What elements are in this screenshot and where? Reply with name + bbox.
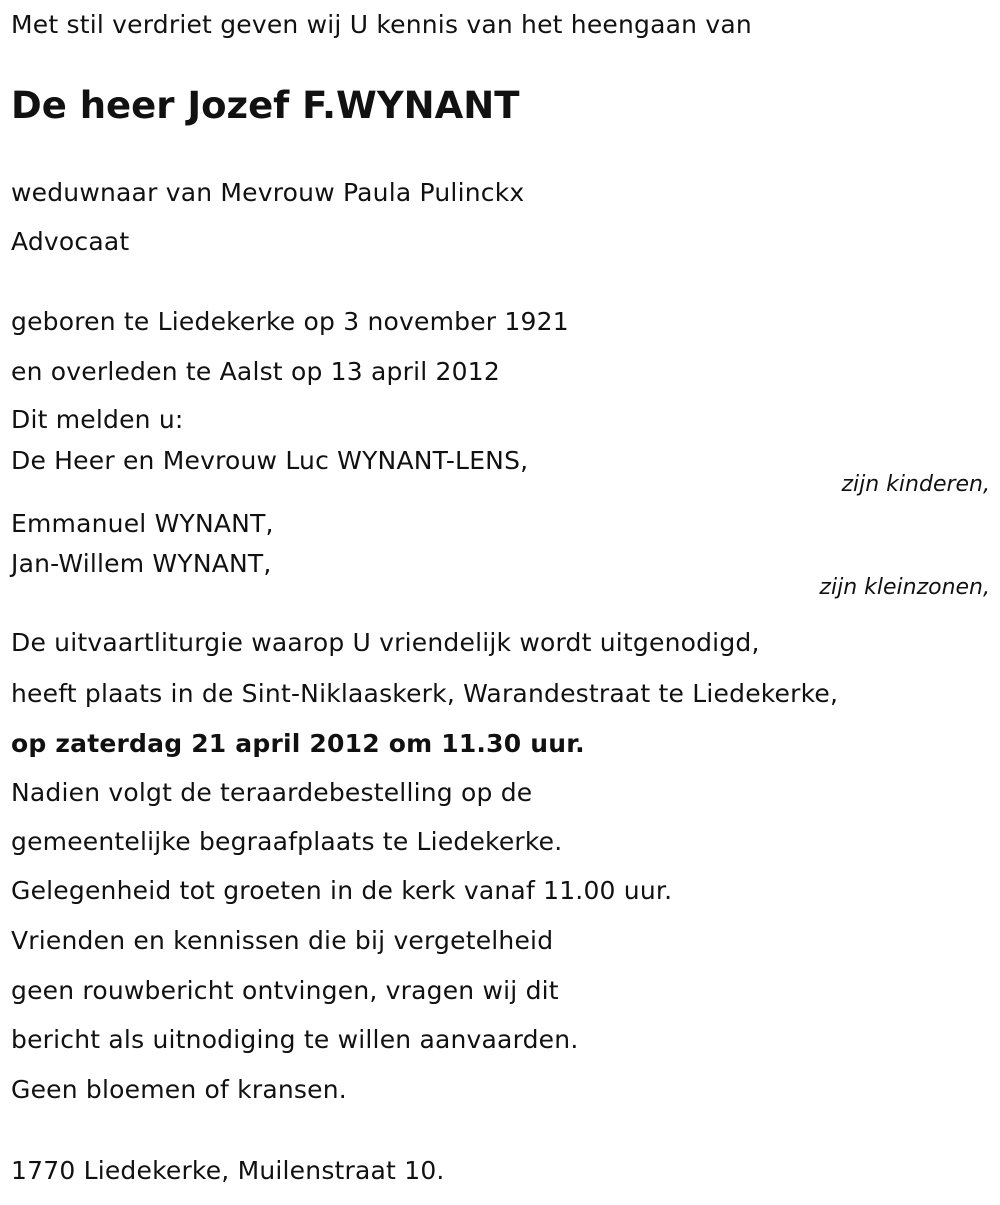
- widower-text: weduwnaar van Mevrouw Paula Pulinckx: [11, 178, 525, 207]
- notice-text-2: geen rouwbericht ontvingen, vragen wij dit: [11, 976, 559, 1005]
- funeral-text-1: De uitvaartliturgie waarop U vriendelijk wordt uitgenodigd,: [11, 628, 760, 657]
- grandson-name: Emmanuel WYNANT,: [11, 509, 274, 538]
- address-text: 1770 Liedekerke, Muilenstraat 10.: [11, 1156, 445, 1185]
- burial-text-1: Nadien volgt de teraardebestelling op de: [11, 778, 533, 807]
- greeting-text: Gelegenheid tot groeten in de kerk vanaf 11.00 uur.: [11, 876, 673, 905]
- deceased-name: De heer Jozef F.WYNANT: [11, 84, 520, 127]
- funeral-datetime: op zaterdag 21 april 2012 om 11.30 uur.: [11, 729, 585, 758]
- grandson-name: Jan-Willem WYNANT,: [11, 549, 272, 578]
- children-names: De Heer en Mevrouw Luc WYNANT-LENS,: [11, 446, 529, 475]
- funeral-text-2: heeft plaats in de Sint-Niklaaskerk, Warandestraat te Liedekerke,: [11, 679, 839, 708]
- grandsons-relation: zijn kleinzonen,: [819, 575, 990, 600]
- intro-text: Met stil verdriet geven wij U kennis van het heengaan van: [11, 10, 752, 39]
- flowers-text: Geen bloemen of kransen.: [11, 1075, 347, 1104]
- profession-text: Advocaat: [11, 227, 130, 256]
- death-text: en overleden te Aalst op 13 april 2012: [11, 357, 500, 386]
- children-relation: zijn kinderen,: [841, 472, 990, 497]
- birth-text: geboren te Liedekerke op 3 november 1921: [11, 307, 569, 336]
- burial-text-2: gemeentelijke begraafplaats te Liedekerke.: [11, 827, 563, 856]
- notice-text-3: bericht als uitnodiging te willen aanvaarden.: [11, 1025, 579, 1054]
- notice-text-1: Vrienden en kennissen die bij vergetelheid: [11, 926, 554, 955]
- announcers-intro: Dit melden u:: [11, 405, 184, 434]
